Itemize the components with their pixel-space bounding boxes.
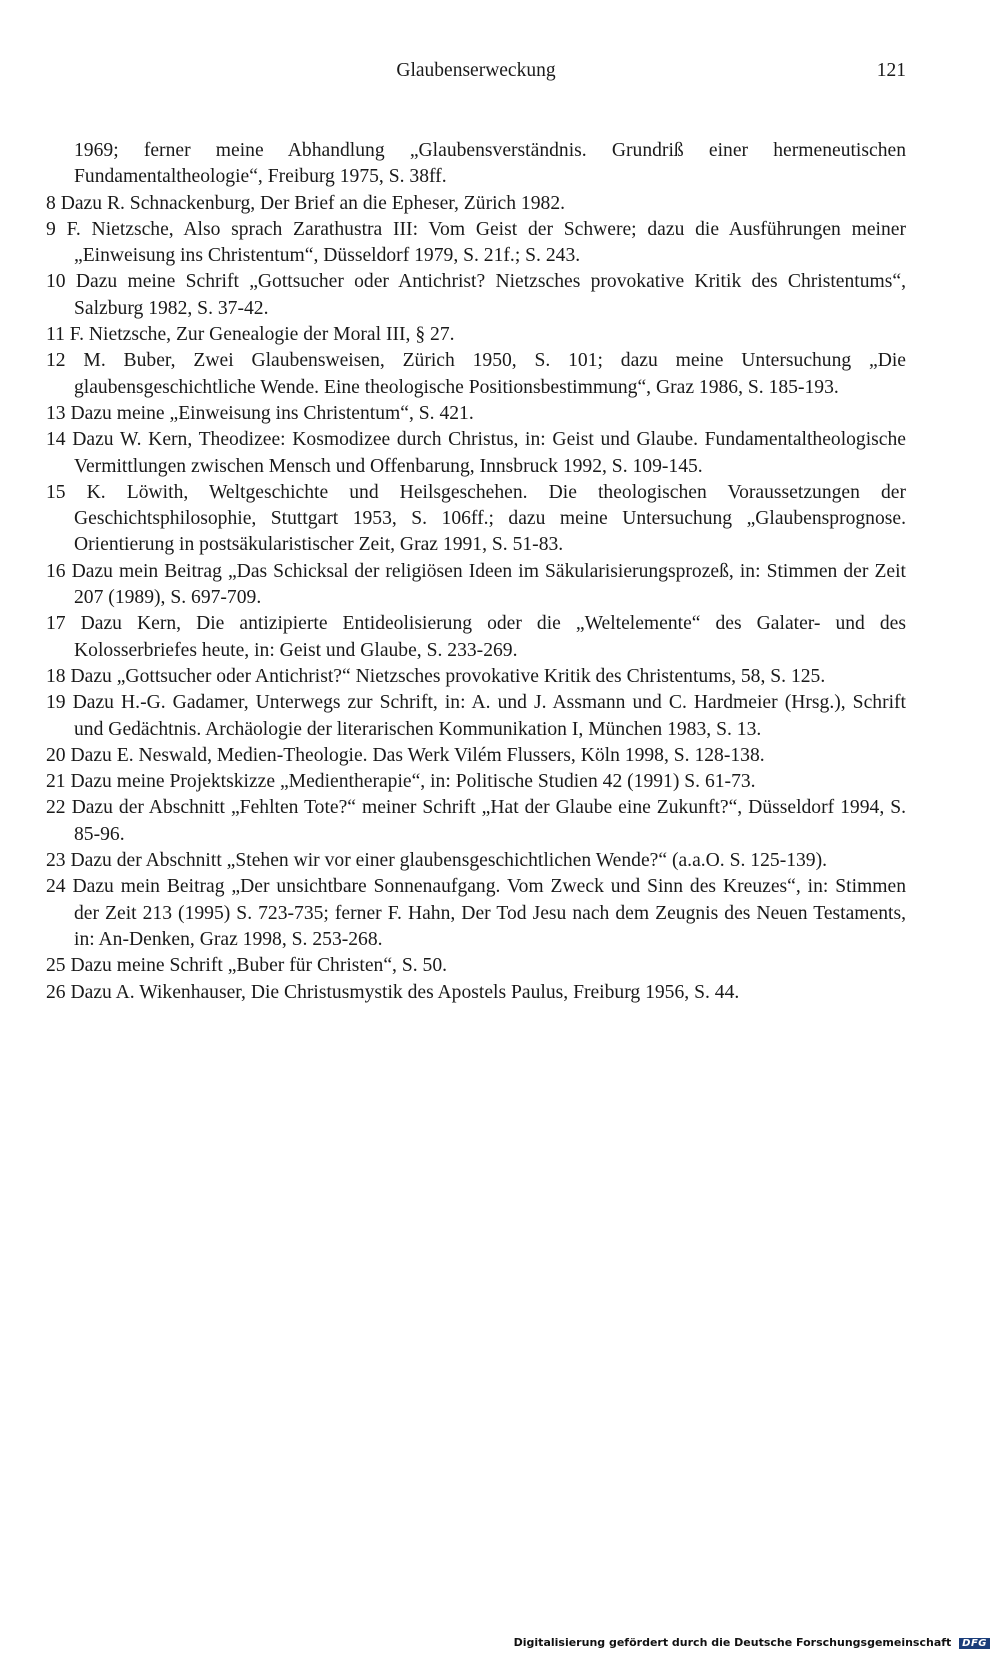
endnote-8 xyxy=(46,191,906,217)
endnote-24 xyxy=(46,874,906,953)
endnote-text: 1969; ferner meine Abhandlung „Glaubensverständnis. Grundriß einer hermeneutischen Fundamentaltheologie“, Freiburg 1975, S. 38ff. xyxy=(74,140,906,188)
endnote-23 xyxy=(46,848,906,874)
endnote-text: Dazu mein Beitrag „Der unsichtbare Sonnenaufgang. Vom Zweck und Sinn des Kreuzes“, in: Stimmen der Zeit 213 (1995) S. 723-735; ferner F. Hahn, Der Tod Jesu nach dem Zeugnis des Neuen Testaments, in: An-Denken, Graz 1998, S. 253-268. xyxy=(72,876,906,950)
endnote-text: F. Nietzsche, Also sprach Zarathustra III: Vom Geist der Schwere; dazu die Ausführungen meiner „Einweisung ins Christentum“, Düsseldorf 1979, S. 21f.; S. 243. xyxy=(66,218,906,267)
endnote-19 xyxy=(46,690,906,743)
endnote-13 xyxy=(46,401,906,427)
endnote-16 xyxy=(46,559,906,612)
endnotes-list xyxy=(46,138,906,1006)
endnote-text: Dazu W. Kern, Theodizee: Kosmodizee durch Christus, in: Geist und Glaube. Fundamentaltheologische Vermittlungen zwischen Mensch und Offenbarung, Innsbruck 1992, S. 109-145. xyxy=(72,429,906,477)
endnote-number: 24 xyxy=(46,876,66,898)
endnote-number: 11 xyxy=(46,324,65,346)
page-number: 121 xyxy=(876,60,906,81)
endnote-number: 21 xyxy=(46,771,66,793)
endnote-text: Dazu meine „Einweisung ins Christentum“, S. 421. xyxy=(70,402,474,424)
endnote-number: 26 xyxy=(46,981,66,1003)
endnote-text: Dazu meine Projektskizze „Medientherapie“, in: Politische Studien 42 (1991) S. 61-73. xyxy=(70,771,756,793)
endnote-14 xyxy=(46,427,906,480)
dfg-logo: DFG xyxy=(959,1638,990,1649)
endnote-15 xyxy=(46,480,906,559)
endnote-number: 10 xyxy=(46,271,66,293)
endnote-number: 18 xyxy=(46,665,66,687)
endnote-number: 23 xyxy=(46,850,66,872)
endnote-text: F. Nietzsche, Zur Genealogie der Moral III, § 27. xyxy=(69,324,455,346)
endnote-text: M. Buber, Zwei Glaubensweisen, Zürich 1950, S. 101; dazu meine Untersuchung „Die glaubensgeschichtliche Wende. Eine theologische Positionsbestimmung“, Graz 1986, S. 185-193. xyxy=(74,350,907,398)
endnote-text: K. Löwith, Weltgeschichte und Heilsgeschehen. Die theologischen Voraussetzungen der Geschichtsphilosophie, Stuttgart 1953, S. 106ff.; dazu meine Untersuchung „Glaubensprognose. Orientierung in postsäkularistischer Zeit, Graz 1991, S. 51-83. xyxy=(74,481,906,556)
endnote-text: Dazu E. Neswald, Medien-Theologie. Das Werk Vilém Flussers, Köln 1998, S. 128-138. xyxy=(70,744,765,766)
credit-text: Digitalisierung gefördert durch die Deutsche Forschungsgemeinschaft xyxy=(513,1636,952,1649)
endnote-text: Dazu „Gottsucher oder Antichrist?“ Nietzsches provokative Kritik des Christentums, 58, S. 125. xyxy=(70,665,826,687)
endnote-18 xyxy=(46,664,906,690)
endnote-17 xyxy=(46,611,906,664)
endnote-text: Dazu A. Wikenhauser, Die Christusmystik des Apostels Paulus, Freiburg 1956, S. 44. xyxy=(70,981,740,1003)
endnote-25 xyxy=(46,953,906,979)
endnote-number: 15 xyxy=(46,481,66,503)
endnote-9 xyxy=(46,217,906,270)
endnote-number: 19 xyxy=(46,692,66,714)
endnote-text: Dazu mein Beitrag „Das Schicksal der religiösen Ideen im Säkularisierungsprozeß, in: Stimmen der Zeit 207 (1989), S. 697-709. xyxy=(71,560,906,609)
endnote-number: 13 xyxy=(46,402,66,424)
endnote-number: 16 xyxy=(46,560,66,582)
endnote-continuation xyxy=(46,138,906,191)
endnote-10 xyxy=(46,269,906,322)
endnote-text: Dazu R. Schnackenburg, Der Brief an die Epheser, Zürich 1982. xyxy=(60,192,566,214)
endnote-text: Dazu der Abschnitt „Stehen wir vor einer glaubensgeschichtlichen Wende?“ (a.a.O. S. 125-139). xyxy=(70,850,828,872)
endnote-number: 17 xyxy=(46,613,66,635)
endnote-number: 22 xyxy=(46,797,66,819)
endnote-text: Dazu Kern, Die antizipierte Entideolisierung oder die „Weltelemente“ des Galater- und des Kolosserbriefes heute, in: Geist und Glaube, S. 233-269. xyxy=(74,613,906,661)
endnote-number: 12 xyxy=(46,350,66,372)
endnote-11 xyxy=(46,322,906,348)
endnote-12 xyxy=(46,348,906,401)
endnote-number: 8 xyxy=(46,192,56,214)
endnote-number: 25 xyxy=(46,955,66,977)
endnote-number: 9 xyxy=(46,218,56,240)
digitization-credit xyxy=(514,1636,990,1649)
endnote-text: Dazu H.-G. Gadamer, Unterwegs zur Schrift, in: A. und J. Assmann und C. Hardmeier (Hrsg.), Schrift und Gedächtnis. Archäologie der literarischen Kommunikation I, München 1983, S. 13. xyxy=(72,692,907,740)
endnote-number: 20 xyxy=(46,744,66,766)
endnote-text: Dazu meine Schrift „Buber für Christen“, S. 50. xyxy=(70,955,448,977)
endnote-number: 14 xyxy=(46,429,66,451)
endnote-26 xyxy=(46,980,906,1006)
endnote-20 xyxy=(46,743,906,769)
endnote-text: Dazu der Abschnitt „Fehlten Tote?“ meiner Schrift „Hat der Glaube eine Zukunft?“, Düsseldorf 1994, S. 85-96. xyxy=(71,797,906,845)
running-title: Glaubenserweckung xyxy=(396,60,556,81)
running-header xyxy=(46,60,906,90)
endnote-22 xyxy=(46,795,906,848)
endnote-21 xyxy=(46,769,906,795)
endnote-text: Dazu meine Schrift „Gottsucher oder Antichrist? Nietzsches provokative Kritik des Christentums“, Salzburg 1982, S. 37-42. xyxy=(74,271,906,319)
